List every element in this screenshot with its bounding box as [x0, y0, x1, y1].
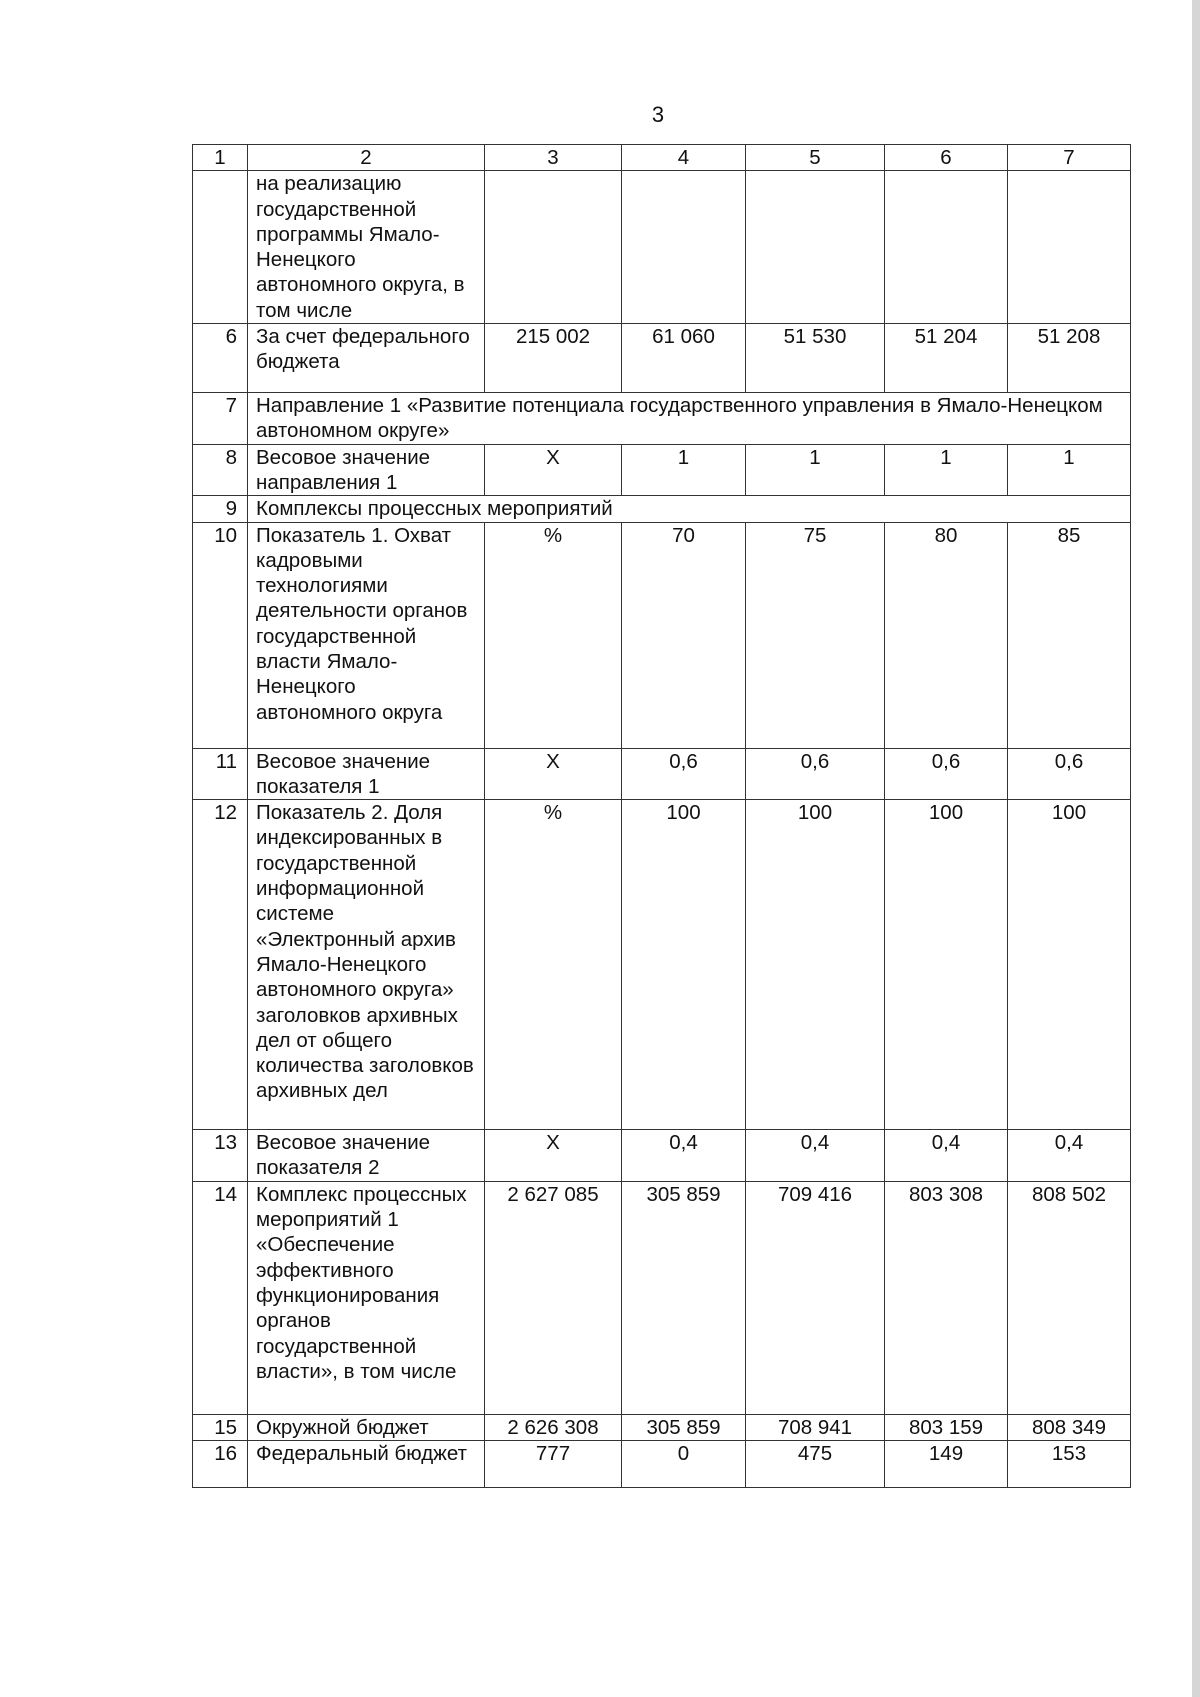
row-number: 9 [193, 496, 248, 522]
table-row [193, 324, 1131, 393]
row-label: Показатель 2. Доля индексированных в государственной информационной системе «Электронный архив Ямало-Ненецкого автономного округа» заголовков архивных дел от общего количества заголовков архивных дел [248, 800, 485, 1130]
value-cell [485, 171, 622, 324]
value-cell [885, 171, 1008, 324]
row-label: Комплекс процессных мероприятий 1 «Обеспечение эффективного функционирования органов государственной власти», в том числе [248, 1181, 485, 1414]
value-cell: 149 [885, 1441, 1008, 1488]
value-cell: 2 626 308 [485, 1414, 622, 1440]
table-row [193, 393, 1131, 445]
value-cell: 0,6 [885, 748, 1008, 800]
value-cell: 61 060 [622, 324, 746, 393]
value-cell: 75 [746, 522, 885, 748]
value-cell: 100 [746, 800, 885, 1130]
value-cell: 1 [885, 444, 1008, 496]
row-label: Весовое значение показателя 2 [248, 1130, 485, 1182]
row-number: 10 [193, 522, 248, 748]
value-cell: Х [485, 444, 622, 496]
value-cell [1008, 171, 1131, 324]
row-label: Окружной бюджет [248, 1414, 485, 1440]
value-cell [746, 171, 885, 324]
value-cell: 0 [622, 1441, 746, 1488]
header-cell: 7 [1008, 145, 1131, 171]
header-cell: 6 [885, 145, 1008, 171]
row-label: Весовое значение показателя 1 [248, 748, 485, 800]
table-row [193, 748, 1131, 800]
row-number: 6 [193, 324, 248, 393]
table-row [193, 496, 1131, 522]
page-number: 3 [651, 102, 665, 127]
row-label: Показатель 1. Охват кадровыми технологиями деятельности органов государственной власти Ямало-Ненецкого автономного округа [248, 522, 485, 748]
value-cell: 777 [485, 1441, 622, 1488]
value-cell: 305 859 [622, 1414, 746, 1440]
table-row [193, 444, 1131, 496]
header-cell: 5 [746, 145, 885, 171]
table-row [193, 1441, 1131, 1488]
indicators-table [192, 144, 1131, 1488]
table-row [193, 1414, 1131, 1440]
row-number: 8 [193, 444, 248, 496]
section-heading: Комплексы процессных мероприятий [248, 496, 1131, 522]
row-number: 16 [193, 1441, 248, 1488]
value-cell: Х [485, 1130, 622, 1182]
value-cell: 0,4 [622, 1130, 746, 1182]
value-cell: 1 [622, 444, 746, 496]
value-cell: 475 [746, 1441, 885, 1488]
row-number [193, 171, 248, 324]
value-cell: % [485, 800, 622, 1130]
row-number: 13 [193, 1130, 248, 1182]
value-cell: 0,6 [622, 748, 746, 800]
table-row [193, 1181, 1131, 1414]
scan-edge [1192, 0, 1200, 1697]
value-cell: 153 [1008, 1441, 1131, 1488]
value-cell: 215 002 [485, 324, 622, 393]
table-row [193, 1130, 1131, 1182]
value-cell: 0,4 [885, 1130, 1008, 1182]
value-cell: 2 627 085 [485, 1181, 622, 1414]
header-cell: 3 [485, 145, 622, 171]
table-row [193, 171, 1131, 324]
value-cell: 0,6 [1008, 748, 1131, 800]
value-cell: 100 [622, 800, 746, 1130]
value-cell: 803 308 [885, 1181, 1008, 1414]
value-cell: 100 [1008, 800, 1131, 1130]
row-number: 12 [193, 800, 248, 1130]
section-heading: Направление 1 «Развитие потенциала государственного управления в Ямало-Ненецком автономном округе» [248, 393, 1131, 445]
value-cell: 808 349 [1008, 1414, 1131, 1440]
row-label: на реализацию государственной программы Ямало-Ненецкого автономного округа, в том числе [248, 171, 485, 324]
value-cell: 51 204 [885, 324, 1008, 393]
value-cell: 708 941 [746, 1414, 885, 1440]
value-cell: 100 [885, 800, 1008, 1130]
value-cell: 51 208 [1008, 324, 1131, 393]
value-cell: 0,4 [1008, 1130, 1131, 1182]
value-cell: 80 [885, 522, 1008, 748]
value-cell: % [485, 522, 622, 748]
value-cell: 0,4 [746, 1130, 885, 1182]
value-cell: 85 [1008, 522, 1131, 748]
value-cell: 709 416 [746, 1181, 885, 1414]
value-cell: 0,6 [746, 748, 885, 800]
header-cell: 2 [248, 145, 485, 171]
value-cell: 1 [746, 444, 885, 496]
row-number: 14 [193, 1181, 248, 1414]
value-cell: 803 159 [885, 1414, 1008, 1440]
header-row [193, 145, 1131, 171]
value-cell [622, 171, 746, 324]
row-label: Федеральный бюджет [248, 1441, 485, 1488]
row-label: За счет федерального бюджета [248, 324, 485, 393]
value-cell: 1 [1008, 444, 1131, 496]
header-cell: 1 [193, 145, 248, 171]
table-row [193, 800, 1131, 1130]
value-cell: 51 530 [746, 324, 885, 393]
row-number: 15 [193, 1414, 248, 1440]
row-number: 11 [193, 748, 248, 800]
header-cell: 4 [622, 145, 746, 171]
row-number: 7 [193, 393, 248, 445]
table-row [193, 522, 1131, 748]
value-cell: Х [485, 748, 622, 800]
value-cell: 70 [622, 522, 746, 748]
value-cell: 808 502 [1008, 1181, 1131, 1414]
value-cell: 305 859 [622, 1181, 746, 1414]
row-label: Весовое значение направления 1 [248, 444, 485, 496]
